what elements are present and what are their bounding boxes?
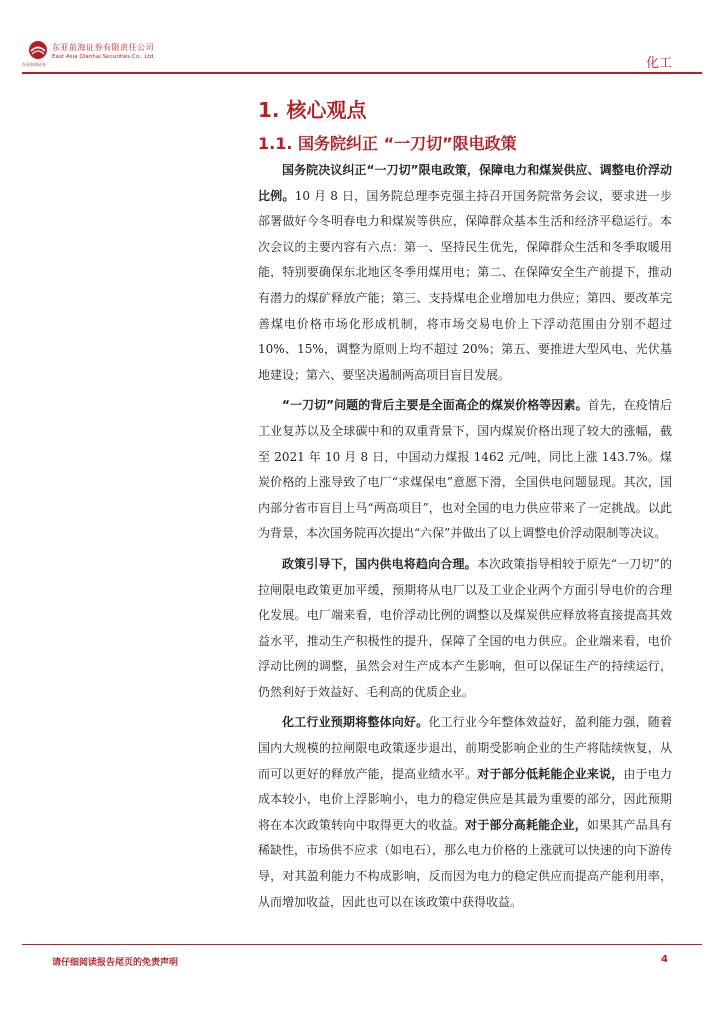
- header-divider: [22, 72, 702, 74]
- page-header: [0, 0, 724, 80]
- paragraph-text: 由于电力成本较小，电价上浮影响小，电力的稳定供应是其最为重要的部分，因此预期将在本次政策转向中取得更大的收益。: [258, 766, 672, 832]
- paragraph-lead: 政策引导下，国内供电将趋向合理。: [282, 556, 477, 571]
- section-heading: 1. 核心观点: [258, 98, 367, 122]
- page-number: 4: [661, 954, 668, 965]
- paragraph-text: 本次政策指导相较于原先“一刀切”的拉闸限电政策更加平缓，预期将从电厂以及工业企业两个方面引导电价的合理化发展。电厂端来看，电价浮动比例的调整以及煤炭供应释放将直接提高其效益水平，推动生产积极性的提升，保障了全国的电力供应。企业端来看，电价浮动比例的调整，虽然会对生产成本产生影响，但可以保证生产的持续运行，仍然利好于效益好、毛利高的优质企业。: [258, 556, 672, 699]
- company-name-en: East Asia Qianhai Securities Co., Ltd.: [52, 54, 156, 60]
- paragraph-text: 如果其产品具有稀缺性，市场供不应求（如电石），那么电力价格的上涨就可以快速的向下游传导，对其盈利能力不构成影响，反而因为电力的稳定供应而提高产能利用率，从而增加收益，因此也可以在该政策中获得收益。: [258, 817, 673, 909]
- paragraph-emphasis: 对于部分低耗能企业来说，: [477, 766, 624, 781]
- paragraph-lead: 国务院决议纠正“一刀切”限电政策，保障电力和煤炭供应、调整电价浮动比例。: [258, 163, 672, 203]
- paragraph-emphasis: 对于部分高耗能企业，: [465, 817, 587, 832]
- paragraph-1: [258, 158, 672, 388]
- report-body: [258, 158, 672, 915]
- logo-subtitle: 东亚前海证券: [22, 62, 46, 67]
- company-logo-icon: [28, 40, 48, 60]
- subsection-heading: 1.1. 国务院纠正 “一刀切”限电政策: [258, 134, 517, 153]
- paragraph-lead: “一刀切”问题的背后主要是全面高企的煤炭价格等因素。: [282, 398, 588, 413]
- company-name-cn: 东亚前海证券有限责任公司: [52, 43, 154, 52]
- report-section-label: 化工: [645, 56, 672, 71]
- footer-divider: [22, 944, 702, 945]
- paragraph-text: 首先，在疫情后工业复苏以及全球碳中和的双重背景下，国内煤炭价格出现了较大的涨幅，截至 2021 年 10 月 8 日，中国动力煤报 1462 元/吨，同比上涨 143.7%。煤炭价格的上涨导致了电厂“求煤保电”意愿下滑，全国供电问题显现。其次，国内部分省市盲目上马“两高项目”，也对全国的电力供应带来了一定挑战。以此为背景，本次国务院再次提出“六保”并做出了以上调整电价浮动限制等决议。: [258, 398, 672, 541]
- disclaimer-note: 请仔细阅读报告尾页的免责声明: [52, 958, 179, 968]
- paragraph-text: 10 月 8 日，国务院总理李克强主持召开国务院常务会议，要求进一步部署做好今冬明春电力和煤炭等供应，保障群众基本生活和经济平稳运行。本次会议的主要内容有六点：第一、坚持民生优先，保障群众生活和冬季取暖用能，特别要确保东北地区冬季用煤用电；第二、在保障安全生产前提下，推动有潜力的煤矿释放产能；第三、支持煤电企业增加电力供应；第四、要改革完善煤电价格市场化形成机制，将市场交易电价上下浮动范围由分别不超过 10%、15%，调整为原则上均不超过 20%；第五、要推进大型风电、光伏基地建设；第六、要坚决遏制两高项目盲目发展。: [258, 188, 672, 382]
- paragraph-4: [258, 710, 672, 915]
- paragraph-2: [258, 393, 672, 547]
- paragraph-3: [258, 552, 672, 706]
- paragraph-lead: 化工行业预期将整体向好。: [282, 715, 429, 730]
- paragraph-text: 化工行业今年整体效益好，盈利能力强，随着国内大规模的拉闸限电政策逐步退出，前期受影响企业的生产将陆续恢复，从而可以更好的释放产能，提高业绩水平。: [258, 715, 672, 781]
